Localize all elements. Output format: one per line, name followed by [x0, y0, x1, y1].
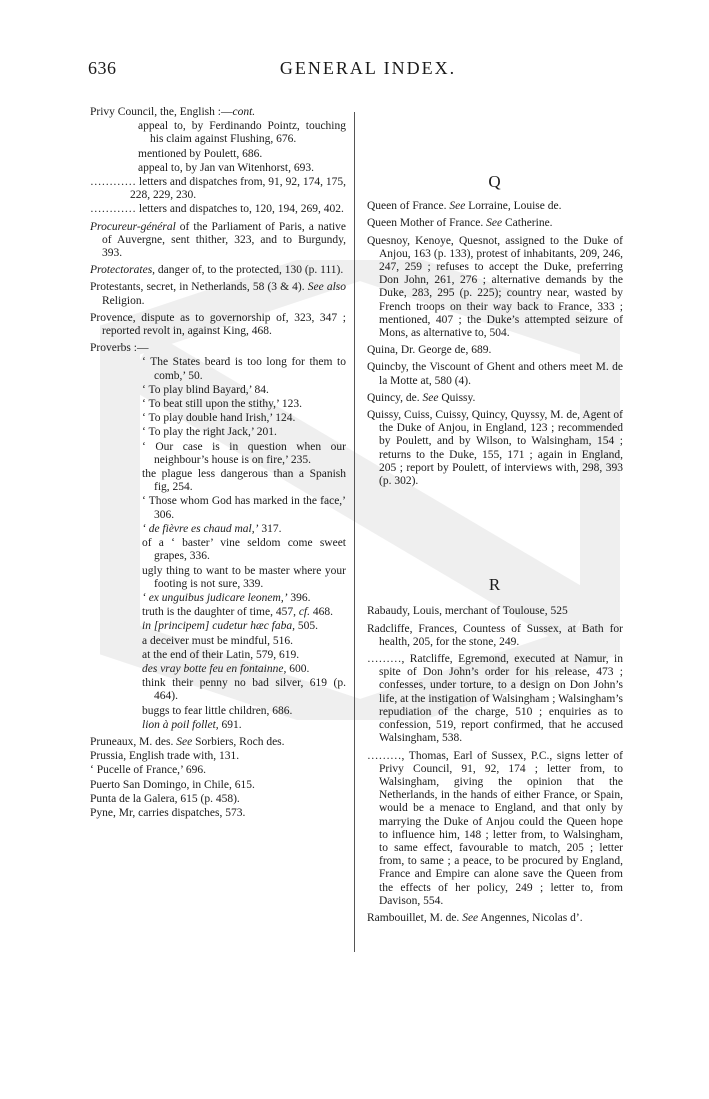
proverb-item: ‘ Those whom God has marked in the face,’ 306.	[142, 495, 346, 521]
index-entry-ratcliffe-egremond: ………, Ratcliffe, Egremond, executed at Namur, in spite of Don John’s order for his release, 473 ; confesses, under torture, to a design on Don John’s life, at the instigation of Walsingham ; Walsingham’s repudiation of the charge, 510 ; enquiries as to confession, 519, report confirmed, that he accused Walsingham, 538.	[367, 653, 623, 745]
index-subentry: appeal to, by Jan van Witenhorst, 693.	[138, 161, 314, 174]
index-entry-thomas-sussex: ………, Thomas, Earl of Sussex, P.C., signs letter of Privy Council, 91, 92, 174 ; letter from, to Walsingham, giving the opinion that the Netherlands, in the hands of either France, or Spain, would be a menace to England, and that only by marrying the Duke of Anjou could the Queen hope to influence him, 148 ; letter from, to Walsingham, to same effect, favourable to match, 205 ; letter from, to same ; a peace, to be procured by England, France and Empire can alone save the Queen from the effects of her policy, 249 ; letter to, from Davison, 554.	[367, 749, 623, 907]
proverb-item: in [principem] cudetur hæc faba, 505.	[142, 620, 318, 633]
proverb-item: ‘ To play blind Bayard,’ 84.	[142, 383, 269, 396]
proverb-item: at the end of their Latin, 579, 619.	[142, 648, 300, 661]
index-entry-quincby: Quincby, the Viscount of Ghent and others meet M. de la Motte at, 580 (4).	[367, 361, 623, 387]
index-subentry: mentioned by Poulett, 686.	[138, 147, 263, 160]
index-entry-quissy: Quissy, Cuiss, Cuissy, Quincy, Quyssy, M. de, Agent of the Duke of Anjou, in England, 123 ; recommended by Poulett, and by Wilson, to Walsingham, 154 ; returns to the Duke, 155, 171 ; again in England, 205 ; report by Poulett, of interviews with, 298, 393 (p. 302).	[367, 409, 623, 488]
proverb-item: ‘ The States beard is too long for them to comb,’ 50.	[142, 356, 346, 382]
proverb-item: truth is the daughter of time, 457, cf. 468.	[142, 606, 334, 619]
index-entry-quesnoy: Quesnoy, Kenoye, Quesnot, assigned to the Duke of Anjou, 163 (p. 133), protest of inhabitants, 209, 246, 247, 259 ; refuses to accept the Duke, preferring Don John, 261, 276 ; alternative demands by the Duke, 283, 295 (p. 225); country near, wasted by French troops on their way back to France, 333 ; mentioned, 407 ; the Duke’s attempted seizure of Mons, as alternative to, 504.	[367, 234, 623, 340]
index-entry-quina: Quina, Dr. George de, 689.	[367, 344, 492, 357]
index-entry-rambouillet: Rambouillet, M. de. See Angennes, Nicolas d’.	[367, 911, 583, 924]
proverb-item: ‘ To play the right Jack,’ 201.	[142, 426, 277, 439]
right-column	[367, 106, 623, 929]
proverb-item: the plague less dangerous than a Spanish fig, 254.	[142, 468, 346, 494]
index-entry-privy-council: Privy Council, the, English :—cont.	[90, 106, 256, 118]
proverb-item: ‘ ex unguibus judicare leonem,’ 396.	[142, 591, 311, 604]
letter-heading-r: R	[488, 575, 502, 595]
index-entry-pyne: Pyne, Mr, carries dispatches, 573.	[90, 806, 246, 819]
index-entry-quincy: Quincy, de. See Quissy.	[367, 391, 476, 404]
running-title: GENERAL INDEX.	[279, 58, 457, 78]
index-entry-punta: Punta de la Galera, 615 (p. 458).	[90, 792, 240, 805]
index-entry-rabaudy: Rabaudy, Louis, merchant of Toulouse, 525	[367, 605, 568, 618]
index-entry-puerto: Puerto San Domingo, in Chile, 615.	[90, 778, 255, 791]
proverb-item: a deceiver must be mindful, 516.	[142, 634, 294, 647]
proverb-item: lion à poil follet, 691.	[142, 718, 242, 731]
index-entry-protectorates: Protectorates, danger of, to the protected, 130 (p. 111).	[90, 264, 344, 277]
left-column	[90, 106, 346, 821]
index-subentry: ………… letters and dispatches to, 120, 194, 269, 402.	[90, 203, 344, 216]
page-number: 636	[88, 58, 117, 78]
proverb-item: ugly thing to want to be master where your footing is not sure, 339.	[142, 564, 346, 590]
proverb-item: des vray botte feu en fontainne, 600.	[142, 662, 310, 675]
letter-heading-q: Q	[488, 172, 502, 191]
index-entry-proverbs: Proverbs :—	[90, 342, 149, 355]
proverb-item: think their penny no bad silver, 619 (p. 464).	[142, 677, 346, 703]
page-header	[88, 58, 648, 82]
index-entry-pruneaux: Pruneaux, M. des. See Sorbiers, Roch des.	[90, 735, 285, 748]
index-entry-queen-mother: Queen Mother of France. See Catherine.	[367, 217, 553, 230]
proverb-item: ‘ To beat still upon the stithy,’ 123.	[142, 398, 302, 411]
proverb-item: ‘ To play double hand Irish,’ 124.	[142, 412, 296, 425]
proverb-item: of a ‘ baster’ vine seldom come sweet grapes, 336.	[142, 537, 346, 563]
index-subentry: appeal to, by Ferdinando Pointz, touching his claim against Flushing, 676.	[138, 120, 346, 146]
index-entry-protestants: Protestants, secret, in Netherlands, 58 (3 & 4). See also Religion.	[90, 281, 346, 307]
proverb-item: ‘ Our case is in question when our neighbour’s house is on fire,’ 235.	[142, 440, 346, 466]
proverb-item: ‘ de fièvre es chaud mal,’ 317.	[142, 522, 282, 535]
index-entry-provence: Provence, dispute as to governorship of, 323, 347 ; reported revolt in, against King, 468.	[90, 311, 346, 338]
index-subentry: ………… letters and dispatches from, 91, 92, 174, 175, 228, 229, 230.	[90, 176, 346, 202]
column-divider	[354, 112, 355, 952]
index-entry-procureur: Procureur-général of the Parliament of Paris, a native of Auvergne, sent thither, 323, and to Burgundy, 393.	[90, 220, 346, 260]
index-entry-pucelle: ‘ Pucelle of France,’ 696.	[90, 764, 207, 777]
index-entry-radcliffe-frances: Radcliffe, Frances, Countess of Sussex, at Bath for health, 205, for the stone, 249.	[367, 622, 623, 648]
proverb-item: buggs to fear little children, 686.	[142, 704, 293, 717]
index-entry-prussia: Prussia, English trade with, 131.	[90, 750, 240, 763]
index-entry-queen-of-france: Queen of France. See Lorraine, Louise de.	[367, 200, 562, 213]
